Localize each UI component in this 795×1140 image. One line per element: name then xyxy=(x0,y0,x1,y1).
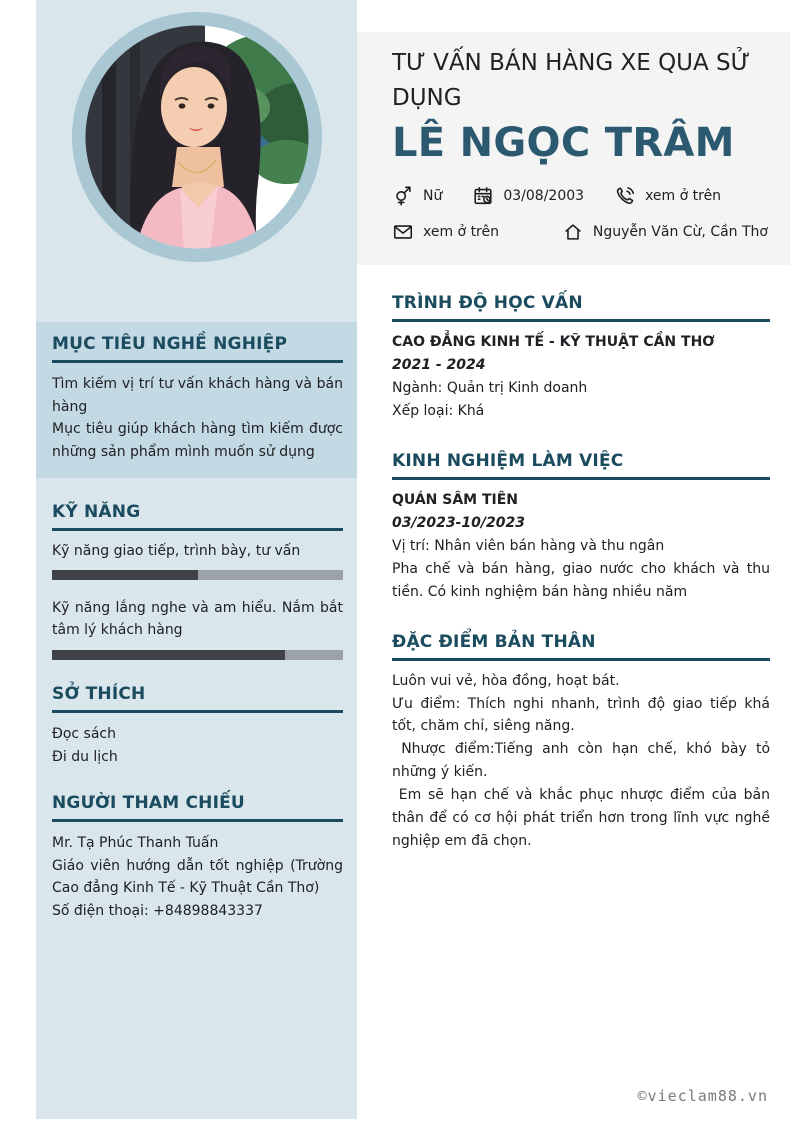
skill-bar-fill xyxy=(52,650,285,660)
skill-label: Kỹ năng giao tiếp, trình bày, tư vấn xyxy=(52,542,301,559)
candidate-name: LÊ NGỌC TRÂM xyxy=(392,120,735,166)
education-major: Ngành: Quản trị Kinh doanh xyxy=(392,379,588,396)
reference-role: Giáo viên hướng dẫn tốt nghiệp (Trường Cao đẳng Kinh Tế - Kỹ Thuật Cần Thơ) xyxy=(52,857,343,897)
home-icon xyxy=(562,221,584,243)
objective-title: MỤC TIÊU NGHỀ NGHIỆP xyxy=(52,334,343,363)
header-block xyxy=(357,32,790,265)
objective-section xyxy=(36,322,357,478)
experience-company: QUÁN SÂM TIÊN xyxy=(392,491,519,508)
job-title: TƯ VẤN BÁN HÀNG XE QUA SỬ DỤNG xyxy=(392,50,751,111)
skill-item xyxy=(52,541,343,581)
phone-field xyxy=(614,185,721,207)
education-grade: Xếp loại: Khá xyxy=(392,402,485,419)
gender-field xyxy=(392,185,442,207)
main-column xyxy=(357,0,795,853)
reference-section xyxy=(52,793,343,923)
calendar-icon xyxy=(472,185,494,207)
reference-phone: Số điện thoại: +84898843337 xyxy=(52,902,263,919)
experience-title: KINH NGHIỆM LÀM VIỆC xyxy=(392,451,770,480)
dob-field xyxy=(472,185,584,207)
objective-paragraph: Mục tiêu giúp khách hàng tìm kiếm được những sản phẩm mình muốn sử dụng xyxy=(52,421,343,461)
gender-icon xyxy=(392,185,414,207)
hobby-item: Đọc sách xyxy=(52,725,117,742)
main-content xyxy=(392,293,775,853)
profile-photo xyxy=(72,12,322,262)
info-row-2 xyxy=(392,217,768,247)
address-field xyxy=(562,221,768,243)
watermark: ©vieclam88.vn xyxy=(637,1087,768,1105)
phone-value: xem ở trên xyxy=(645,188,722,204)
skills-section xyxy=(52,502,343,660)
personality-title: ĐẶC ĐIỂM BẢN THÂN xyxy=(392,632,770,661)
education-period: 2021 - 2024 xyxy=(392,356,486,373)
hobby-item: Đi du lịch xyxy=(52,748,118,765)
gender-value: Nữ xyxy=(423,188,443,204)
objective-paragraph: Tìm kiếm vị trí tư vấn khách hàng và bán hàng xyxy=(52,376,343,415)
experience-period: 03/2023-10/2023 xyxy=(392,514,525,531)
experience-position: Vị trí: Nhân viên bán hàng và thu ngân xyxy=(392,537,665,554)
experience-section xyxy=(392,451,770,604)
education-title: TRÌNH ĐỘ HỌC VẤN xyxy=(392,293,770,322)
address-value: Nguyễn Văn Cừ, Cần Thơ xyxy=(592,224,768,240)
email-value: xem ở trên xyxy=(423,224,499,240)
personality-line: Ưu điểm: Thích nghi nhanh, trình độ giao tiếp khá tốt, chăm chỉ, siêng năng. xyxy=(392,695,775,735)
reference-title: NGƯỜI THAM CHIẾU xyxy=(52,793,343,822)
dob-value: 03/08/2003 xyxy=(503,188,585,204)
info-row-1 xyxy=(392,181,768,211)
experience-description: Pha chế và bán hàng, giao nước cho khách và thu tiền. Có kinh nghiệm bán hàng nhiều năm xyxy=(392,560,770,600)
personality-section xyxy=(392,631,775,854)
personality-line: Luôn vui vẻ, hòa đồng, hoạt bát. xyxy=(392,672,620,689)
personality-line: Nhược điểm:Tiếng anh còn hạn chế, khó bày tỏ những ý kiến. xyxy=(392,741,775,781)
profile-photo-illustration xyxy=(72,12,322,262)
hobbies-title: SỞ THÍCH xyxy=(52,684,343,713)
skill-label: Kỹ năng lắng nghe và am hiểu. Nắm bắt tâm lý khách hàng xyxy=(52,600,343,639)
skill-bar-track xyxy=(52,570,343,580)
email-field xyxy=(392,221,499,243)
mail-icon xyxy=(392,221,414,243)
contact-info xyxy=(392,181,768,247)
education-section xyxy=(392,293,770,423)
skill-item xyxy=(52,598,343,659)
skills-title: KỸ NĂNG xyxy=(52,502,343,531)
phone-icon xyxy=(614,185,636,207)
skill-bar-track xyxy=(52,650,343,660)
skill-bar-fill xyxy=(52,570,198,580)
sidebar xyxy=(36,0,357,1119)
education-school: CAO ĐẲNG KINH TẾ - KỸ THUẬT CẦN THƠ xyxy=(392,334,715,350)
reference-name: Mr. Tạ Phúc Thanh Tuấn xyxy=(52,834,219,851)
hobbies-section xyxy=(52,684,343,769)
personality-line: Em sẽ hạn chế và khắc phục nhược điểm của bản thân để có cơ hội phát triển hơn trong lĩnh vực nghề nghiệp em đã chọn. xyxy=(392,787,775,850)
